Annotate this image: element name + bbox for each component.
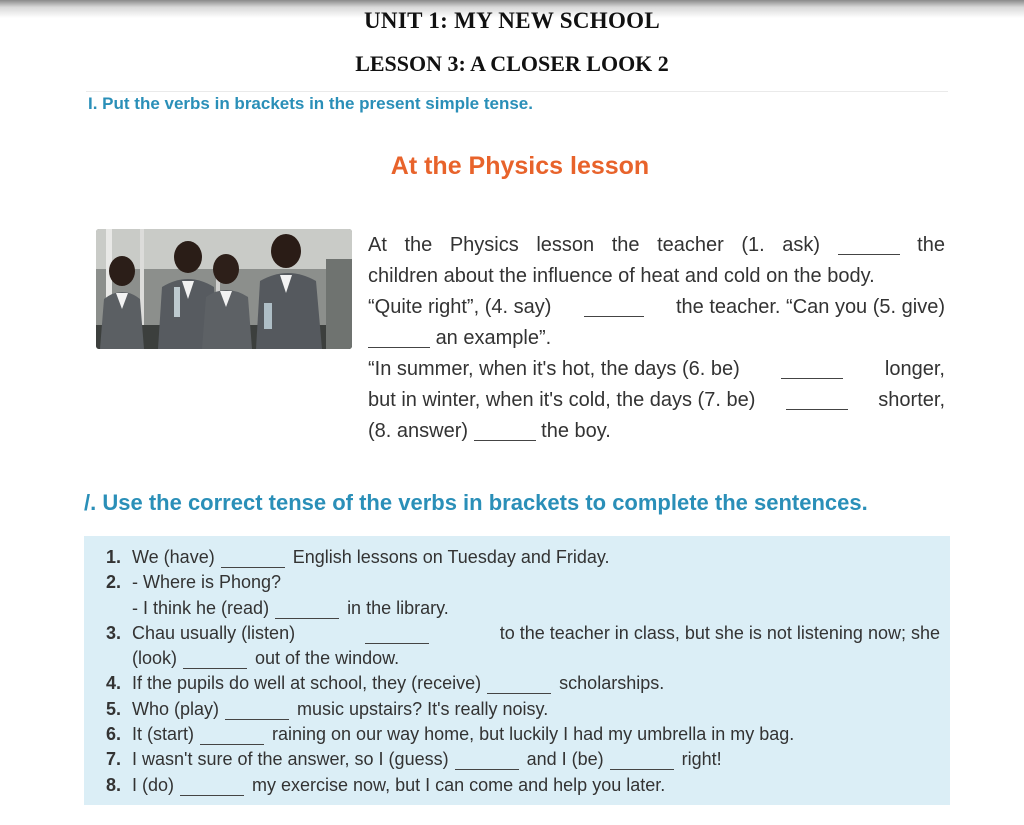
passage-line-2: children about the influence of heat and cold on the body.: [368, 265, 875, 287]
answer-blank[interactable]: [183, 646, 247, 669]
answer-blank[interactable]: [365, 621, 429, 644]
item-text-part: my exercise now, but I can come and help you later.: [252, 774, 666, 795]
item-text: [132, 773, 665, 798]
exercise2-heading: [84, 490, 868, 516]
answer-blank-7[interactable]: [786, 385, 848, 410]
item-text: [132, 671, 664, 696]
item-number: 8.: [106, 774, 122, 795]
exercise1-instruction: . Put the verbs in brackets in the present simple tense.: [92, 94, 533, 113]
exercise2-item: [106, 671, 940, 696]
answer-blank-1[interactable]: [838, 230, 900, 255]
exercise2-item: [106, 621, 940, 646]
passage-line-7: [368, 416, 945, 447]
answer-blank[interactable]: [487, 671, 551, 694]
item-text-part: in the library.: [347, 597, 449, 618]
exercise2-instruction: Use the correct tense of the verbs in brackets to complete the sentences.: [102, 490, 868, 515]
exercise2-item: [106, 646, 940, 671]
item-number: 6.: [106, 724, 122, 745]
item-text-part: It (start): [132, 724, 194, 745]
item-text: [132, 621, 940, 646]
item-text: [132, 747, 722, 772]
item-number: 2.: [106, 572, 122, 593]
item-text: [132, 570, 281, 595]
item-text-part: Chau usually (listen): [132, 622, 296, 643]
answer-blank-4[interactable]: [584, 292, 644, 317]
unit-title: UNIT 1: MY NEW SCHOOL: [364, 8, 660, 33]
answer-blank-6[interactable]: [781, 354, 843, 379]
item-text: [132, 646, 399, 671]
item-text-part: We (have): [132, 547, 215, 567]
item-text-part: scholarships.: [559, 673, 665, 694]
item-text-part: English lessons on Tuesday and Friday.: [292, 547, 610, 567]
item-text-part: raining on our way home, but luckily I had my umbrella in my bag.: [272, 724, 795, 745]
exercise1-heading: [88, 94, 533, 114]
answer-blank[interactable]: [225, 697, 289, 720]
item-text-part: right!: [681, 749, 722, 770]
passage-line-4: [368, 323, 945, 354]
passage-word: (1.: [741, 234, 765, 256]
exercise2-marker: /.: [84, 490, 97, 515]
exercise2-item: [106, 570, 940, 595]
item-text-part: If the pupils do well at school, they (receive): [132, 673, 482, 694]
answer-blank[interactable]: [610, 747, 674, 770]
item-text-part: Who (play): [132, 698, 220, 719]
passage-text: shorter,: [878, 389, 945, 411]
item-text-part: I (do): [132, 774, 175, 795]
passage-line-3: [368, 292, 945, 323]
passage-line-1: [368, 230, 945, 261]
passage-text: (8. answer): [368, 420, 469, 442]
lesson-title: LESSON 3: A CLOSER LOOK 2: [355, 51, 669, 76]
passage-word: At: [368, 234, 387, 256]
passage-word: the: [917, 234, 945, 256]
passage-text: the boy.: [541, 420, 611, 442]
answer-blank[interactable]: [200, 722, 264, 745]
passage-text: “In summer, when it's hot, the days (6. be): [368, 358, 740, 380]
passage-word: the: [611, 234, 640, 256]
passage-word: Physics: [449, 234, 519, 256]
divider: [86, 91, 948, 92]
item-text: [132, 545, 610, 570]
item-text-part: (look): [132, 648, 178, 669]
passage-text: but in winter, when it's cold, the days (7. be): [368, 389, 756, 411]
item-text-part: - I think he (read): [132, 597, 270, 618]
item-number: 3.: [106, 622, 122, 643]
item-text-part: music upstairs? It's really noisy.: [297, 698, 549, 719]
item-text-part: and I (be): [526, 749, 604, 770]
exercise2-item: [106, 596, 940, 621]
answer-blank[interactable]: [221, 545, 285, 568]
passage-word: ask): [782, 234, 821, 256]
item-number: 5.: [106, 698, 122, 719]
passage-line-5: [368, 354, 945, 385]
exercise2-item: [106, 747, 940, 772]
item-text: [132, 596, 449, 621]
physics-lab-photo: [96, 229, 352, 349]
exercise1-passage: [368, 230, 945, 447]
item-text-part: I wasn't sure of the answer, so I (guess): [132, 749, 449, 770]
passage-text: an example”.: [435, 327, 552, 349]
item-text: [132, 722, 794, 747]
exercise2-list: [106, 545, 940, 798]
answer-blank-8[interactable]: [474, 416, 536, 441]
answer-blank-5[interactable]: [368, 323, 430, 348]
exercise2-item: [106, 697, 940, 722]
item-text-part: out of the window.: [255, 648, 400, 669]
passage-title: At the Physics lesson: [390, 152, 650, 180]
item-text: [132, 697, 548, 722]
item-number: 4.: [106, 673, 122, 694]
passage-line-6: [368, 385, 945, 416]
exercise2-item: [106, 545, 940, 570]
passage-text: “Quite right”, (4. say): [368, 296, 552, 318]
item-text-part: to the teacher in class, but she is not listening now; she: [499, 622, 940, 643]
passage-text: longer,: [884, 358, 945, 380]
item-number: 7.: [106, 749, 122, 770]
exercise1-marker: I: [88, 94, 93, 113]
answer-blank[interactable]: [275, 596, 339, 619]
item-text-part: - Where is Phong?: [132, 572, 282, 593]
exercise2-item: [106, 773, 940, 798]
exercise2-item: [106, 722, 940, 747]
answer-blank[interactable]: [180, 773, 244, 796]
answer-blank[interactable]: [455, 747, 519, 770]
item-number: 1.: [106, 547, 122, 567]
passage-word: the: [404, 234, 433, 256]
passage-word: lesson: [536, 234, 595, 256]
passage-text: the teacher. “Can you (5. give): [675, 296, 945, 318]
passage-word: teacher: [657, 234, 724, 256]
